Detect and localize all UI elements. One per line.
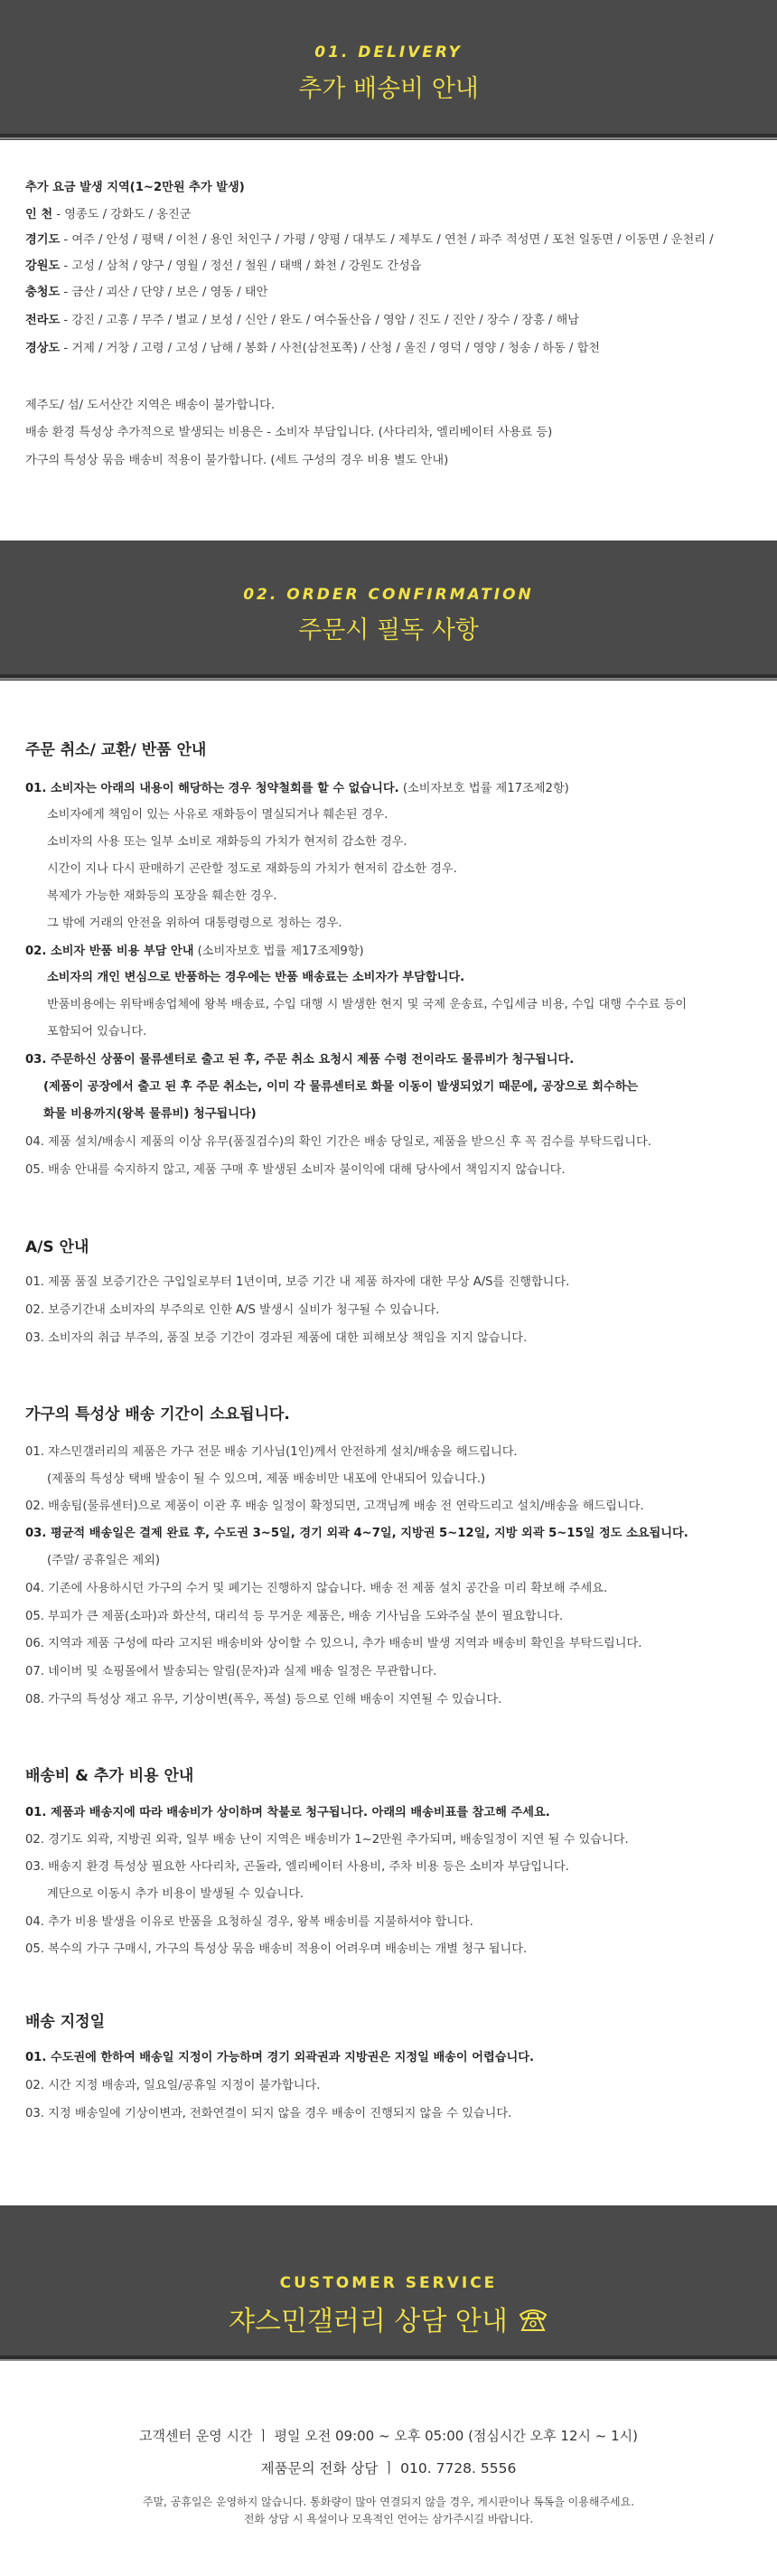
list-item: 03. 주문하신 상품이 물류센터로 출고 된 후, 주문 취소 요청시 제품 수령 전이라도 물류비가 청구됩니다. [25,1053,575,1067]
list-item: 소비자에게 책임이 있는 사유로 재화등이 멸실되거나 훼손된 경우. [47,808,388,822]
delivery-note: 배송 환경 특성상 추가적으로 발생되는 비용은 - 소비자 부담입니다. (사다리차, 엘리베이터 사용료 등) [25,426,553,439]
order-banner [0,541,777,681]
region-row: 경상도 - 거제 / 거창 / 고령 / 고성 / 남해 / 봉화 / 사천(삼천포쪽) / 산청 / 울진 / 영덕 / 영양 / 청송 / 하동 / 합천 [25,342,601,355]
region-row: 강원도 - 고성 / 삼척 / 양구 / 영월 / 정선 / 철원 / 태백 / 화천 / 강원도 간성읍 [25,259,422,273]
list-item: 계단으로 이동시 추가 비용이 발생될 수 있습니다. [47,1887,304,1901]
banner-title-en: 01. DELIVERY [314,43,463,61]
list-item: 소비자의 개인 변심으로 반품하는 경우에는 반품 배송료는 소비자가 부담합니다. [47,971,465,984]
list-item: 06. 지역과 제품 구성에 따라 고지된 배송비와 상이할 수 있으니, 추가 배송비 발생 지역과 배송비 확인을 부탁드립니다. [25,1637,642,1650]
delivery-note: 제주도/ 섬/ 도서산간 지역은 배송이 불가합니다. [25,399,276,412]
list-item: 05. 배송 안내를 숙지하지 않고, 제품 구매 후 발생된 소비자 불이익에 대해 당사에서 책임지지 않습니다. [25,1163,566,1177]
period-heading: 가구의 특성상 배송 기간이 소요됩니다. [25,1406,290,1424]
list-item: 05. 복수의 가구 구매시, 가구의 특성상 묶음 배송비 적용이 어려우며 배송비는 개별 청구 됩니다. [25,1942,528,1956]
list-item: (제품이 공장에서 출고 된 후 주문 취소는, 이미 각 물류센터로 화물 이동이 발생되었기 때문에, 공장으로 회수하는 [43,1080,639,1094]
list-item: (주말/ 공휴일은 제외) [47,1554,161,1567]
region-title: 추가 요금 발생 지역(1~2만원 추가 발생) [25,181,245,194]
list-item: 04. 기존에 사용하시던 가구의 수거 및 폐기는 진행하지 않습니다. 배송 전 제품 설치 공간을 미리 확보해 주세요. [25,1582,608,1595]
list-item: 01. 수도권에 한하여 배송일 지정이 가능하며 경기 외곽권과 지방권은 지정일 배송이 어렵습니다. [25,2051,534,2064]
cs-note: 주말, 공휴일은 운영하지 않습니다. 통화량이 많아 연결되지 않을 경우, 게시판이나 톡톡을 이용해주세요. [142,2496,635,2508]
fee-heading: 배송비 & 추가 비용 안내 [25,1767,194,1785]
list-item: 01. 제품 품질 보증기간은 구입일로부터 1년이며, 보증 기간 내 제품 하자에 대한 무상 A/S를 진행합니다. [25,1275,570,1289]
list-item: 01. 제품과 배송지에 따라 배송비가 상이하며 착불로 청구됩니다. 아래의 배송비표를 참고해 주세요. [25,1806,550,1819]
delivery-banner [0,0,777,140]
banner-title-ko [0,2299,777,2338]
list-item: 02. 배송팀(물류센터)으로 제품이 이관 후 배송 일정이 확정되면, 고객님께 배송 전 연락드리고 설치/배송을 해드립니다. [25,1500,644,1513]
list-item: 03. 소비자의 취급 부주의, 품질 보증 기간이 경과된 제품에 대한 피해보상 책임을 지지 않습니다. [25,1331,528,1345]
banner-title-ko: 주문시 필독 사항 [298,616,479,644]
list-item: 03. 배송지 환경 특성상 필요한 사다리차, 곤돌라, 엘리베이터 사용비, 주차 비용 등은 소비자 부담입니다. [25,1860,569,1874]
region-row: 충청도 - 금산 / 괴산 / 단양 / 보은 / 영동 / 태안 [25,286,268,299]
list-item: 08. 가구의 특성상 재고 유무, 기상이변(폭우, 폭설) 등으로 인해 배송이 지연될 수 있습니다. [25,1693,502,1706]
list-item: 포함되어 있습니다. [47,1025,147,1039]
list-item: 04. 추가 비용 발생을 이유로 반품을 요청하실 경우, 왕복 배송비를 지불하셔야 합니다. [25,1915,473,1929]
cs-title: 쟈스민갤러리 상담 안내 [229,2306,508,2337]
list-item: 반품비용에는 위탁배송업체에 왕복 배송료, 수입 대행 시 발생한 현지 및 국제 운송료, 수입세금 비용, 수입 대행 수수료 등이 [47,998,688,1011]
cs-hours: 고객센터 운영 시간 ㅣ 평일 오전 09:00 ~ 오후 05:00 (점심시간 오후 12시 ~ 1시) [139,2428,638,2444]
list-item: 04. 제품 설치/배송시 제품의 이상 유무(품질검수)의 확인 기간은 배송 당일로, 제품을 받으신 후 꼭 검수를 부탁드립니다. [25,1135,651,1149]
list-item: 시간이 지나 다시 판매하기 곤란할 정도로 재화등의 가치가 현저히 감소한 경우. [47,862,457,876]
cancel-heading: 주문 취소/ 교환/ 반품 안내 [25,741,207,759]
list-item: 화물 비용까지(왕복 물류비) 청구됩니다) [43,1107,257,1121]
list-item: 05. 부피가 큰 제품(소파)과 화산석, 대리석 등 무거운 제품은, 배송 기사님을 도와주실 분이 필요합니다. [25,1610,564,1623]
banner-title-ko: 추가 배송비 안내 [298,75,479,103]
list-item: 01. 소비자는 아래의 내용이 해당하는 경우 청약철회를 할 수 없습니다. (소비자보호 법률 제17조제2항) [25,782,569,795]
as-heading: A/S 안내 [25,1238,89,1256]
banner-title-en: CUSTOMER SERVICE [279,2274,498,2292]
list-item: 소비자의 사용 또는 일부 소비로 재화등의 가치가 현저히 감소한 경우. [47,835,407,849]
banner-title-en: 02. ORDER CONFIRMATION [243,586,534,604]
cs-banner [0,2205,777,2361]
delivery-note: 가구의 특성상 묶음 배송비 적용이 불가합니다. (세트 구성의 경우 비용 별도 안내) [25,454,449,467]
list-item: 02. 시간 지정 배송과, 일요일/공휴일 지정이 불가합니다. [25,2079,321,2092]
list-item: 03. 지정 배송일에 기상이변과, 전화연결이 되지 않을 경우 배송이 진행되지 않을 수 있습니다. [25,2107,512,2120]
date-heading: 배송 지정일 [25,2013,106,2031]
list-item: 복제가 가능한 재화등의 포장을 훼손한 경우. [47,889,277,903]
list-item: (제품의 특성상 택배 발송이 될 수 있으며, 제품 배송비만 내포에 안내되어 있습니다.) [47,1472,486,1486]
region-row: 전라도 - 강진 / 고흥 / 무주 / 벌교 / 보성 / 신안 / 완도 / 여수돌산읍 / 영암 / 진도 / 진안 / 장수 / 장흥 / 해남 [25,314,580,327]
region-row: 경기도 - 여주 / 안성 / 평택 / 이천 / 용인 처인구 / 가평 / 양평 / 대부도 / 제부도 / 연천 / 파주 적성면 / 포천 일동면 / 이동면 / 운천리 / [25,233,714,247]
phone-icon [518,2307,548,2337]
cs-note: 전화 상담 시 욕설이나 모욕적인 언어는 삼가주시길 바랍니다. [243,2513,534,2525]
region-row: 인 천 - 영종도 / 강화도 / 옹진군 [25,208,192,221]
cs-phone: 제품문의 전화 상담 ㅣ 010. 7728. 5556 [260,2460,517,2477]
list-item: 03. 평균적 배송일은 결제 완료 후, 수도권 3~5일, 경기 외곽 4~7일, 지방권 5~12일, 지방 외곽 5~15일 정도 소요됩니다. [25,1527,688,1540]
list-item: 01. 쟈스민갤러리의 제품은 가구 전문 배송 기사님(1인)께서 안전하게 설치/배송을 해드립니다. [25,1445,518,1459]
list-item: 07. 네이버 및 쇼핑몰에서 발송되는 알림(문자)과 실제 배송 일정은 무관합니다. [25,1665,437,1678]
list-item: 02. 소비자 반품 비용 부담 안내 (소비자보호 법률 제17조제9항) [25,945,364,958]
list-item: 02. 경기도 외곽, 지방권 외곽, 일부 배송 난이 지역은 배송비가 1~2만원 추가되며, 배송일정이 지연 될 수 있습니다. [25,1833,629,1847]
list-item: 그 밖에 거래의 안전을 위하여 대통령령으로 정하는 경우. [47,917,342,930]
list-item: 02. 보증기간내 소비자의 부주의로 인한 A/S 발생시 실비가 청구될 수 있습니다. [25,1303,440,1317]
